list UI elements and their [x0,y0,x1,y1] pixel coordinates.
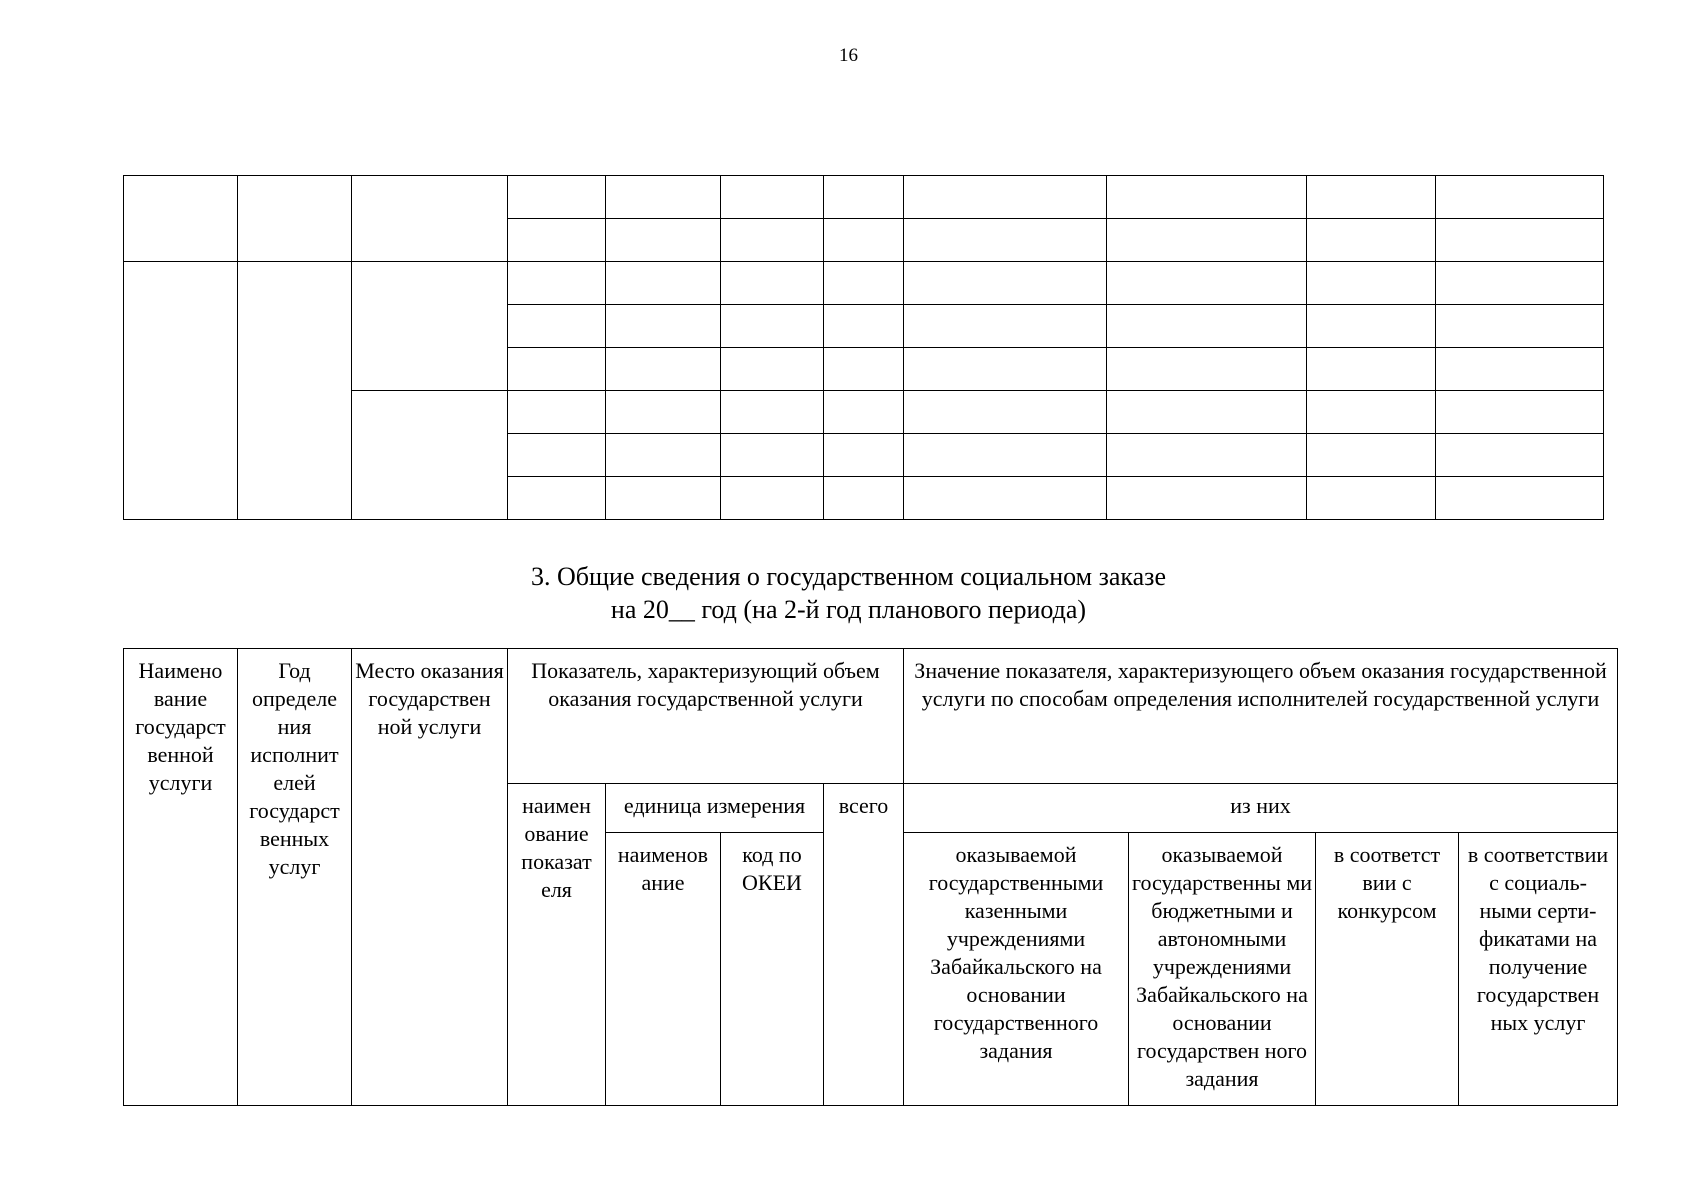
table-cell [1107,348,1307,391]
table-cell [1436,176,1604,219]
table-cell [508,176,606,219]
header-cell-indicator-name: наимен ование показат еля [508,784,606,1106]
table-cell [721,219,824,262]
header-cell-state-institutions: оказываемой государственными казенными учреждениями Забайкальского на основании государственного задания [904,833,1129,1106]
table-cell [904,434,1107,477]
continuation-table [123,175,1604,520]
table-cell [824,391,904,434]
table-cell [1307,348,1436,391]
table-cell [824,219,904,262]
table-cell [1307,219,1436,262]
table-cell [721,477,824,520]
header-cell-by-certificates: в соответствии с социаль- ными серти- фикатами на получение государствен ных услуг [1459,833,1618,1106]
table-cell [238,176,352,262]
table-cell [721,305,824,348]
header-cell-year: Год определе ния исполнит елей государст венных услуг [238,649,352,1106]
table-cell [1307,391,1436,434]
header-cell-unit-name: наименов ание [606,833,721,1106]
table-row [124,176,1604,219]
table-row [124,262,1604,305]
table-cell [508,305,606,348]
table-cell [824,434,904,477]
table-cell [508,477,606,520]
header-cell-value-group: Значение показателя, характеризующего объем оказания государственной услуги по способам определения исполнителей государственной услуги [904,649,1618,784]
table-cell [606,262,721,305]
header-cell-service-name: Наимено вание государст венной услуги [124,649,238,1106]
table-cell [721,391,824,434]
table-cell [352,176,508,262]
table-cell [721,176,824,219]
table-cell [352,391,508,520]
table-cell [1307,305,1436,348]
table-cell [1107,391,1307,434]
table-cell [606,434,721,477]
table-cell [606,348,721,391]
table-cell [508,391,606,434]
table-cell [1436,348,1604,391]
table-cell [904,176,1107,219]
table-cell [1436,477,1604,520]
table-cell [1436,305,1604,348]
social-order-header-table [123,648,1618,1106]
table-cell [1307,176,1436,219]
table-cell [606,219,721,262]
table-cell [508,434,606,477]
table-cell [1107,477,1307,520]
header-cell-total: всего [824,784,904,1106]
table-cell [606,391,721,434]
table-cell [721,348,824,391]
section-title [0,560,1697,626]
table-cell [606,305,721,348]
header-cell-by-tender: в соответст вии с конкурсом [1316,833,1459,1106]
page-number: 16 [839,45,858,66]
table-cell [904,305,1107,348]
table-cell [352,262,508,391]
table-cell [1307,262,1436,305]
section-title-line: на 20__ год (на 2-й год планового периода) [610,595,1087,624]
table-cell [124,262,238,520]
header-cell-okei-code: код по ОКЕИ [721,833,824,1106]
table-cell [1307,434,1436,477]
header-cell-budget-institutions: оказываемой государственны ми бюджетными и автономными учреждениями Забайкальского на основании государствен ного задания [1129,833,1316,1106]
table-cell [824,305,904,348]
table-cell [1107,305,1307,348]
table-cell [1107,434,1307,477]
table-cell [606,176,721,219]
table-cell [904,391,1107,434]
table-cell [1436,219,1604,262]
table-cell [508,219,606,262]
section-title-line: 3. Общие сведения о государственном социальном заказе [531,562,1166,591]
header-cell-place: Место оказания государствен ной услуги [352,649,508,1106]
table-row [124,649,1618,784]
table-cell [824,348,904,391]
table-cell [1436,434,1604,477]
header-cell-indicator-group: Показатель, характеризующий объем оказания государственной услуги [508,649,904,784]
table-cell [606,477,721,520]
table-cell [1107,219,1307,262]
table-cell [824,262,904,305]
table-cell [904,262,1107,305]
table-cell [721,262,824,305]
header-cell-unit-group: единица измерения [606,784,824,833]
table-cell [904,348,1107,391]
header-cell-of-them: из них [904,784,1618,833]
table-cell [1436,391,1604,434]
table-cell [1307,477,1436,520]
table-cell [1436,262,1604,305]
table-cell [508,348,606,391]
table-cell [904,477,1107,520]
table-cell [721,434,824,477]
table-cell [904,219,1107,262]
table-cell [124,176,238,262]
table-cell [1107,262,1307,305]
table-cell [824,477,904,520]
table-cell [508,262,606,305]
table-cell [1107,176,1307,219]
table-cell [238,262,352,520]
table-cell [824,176,904,219]
